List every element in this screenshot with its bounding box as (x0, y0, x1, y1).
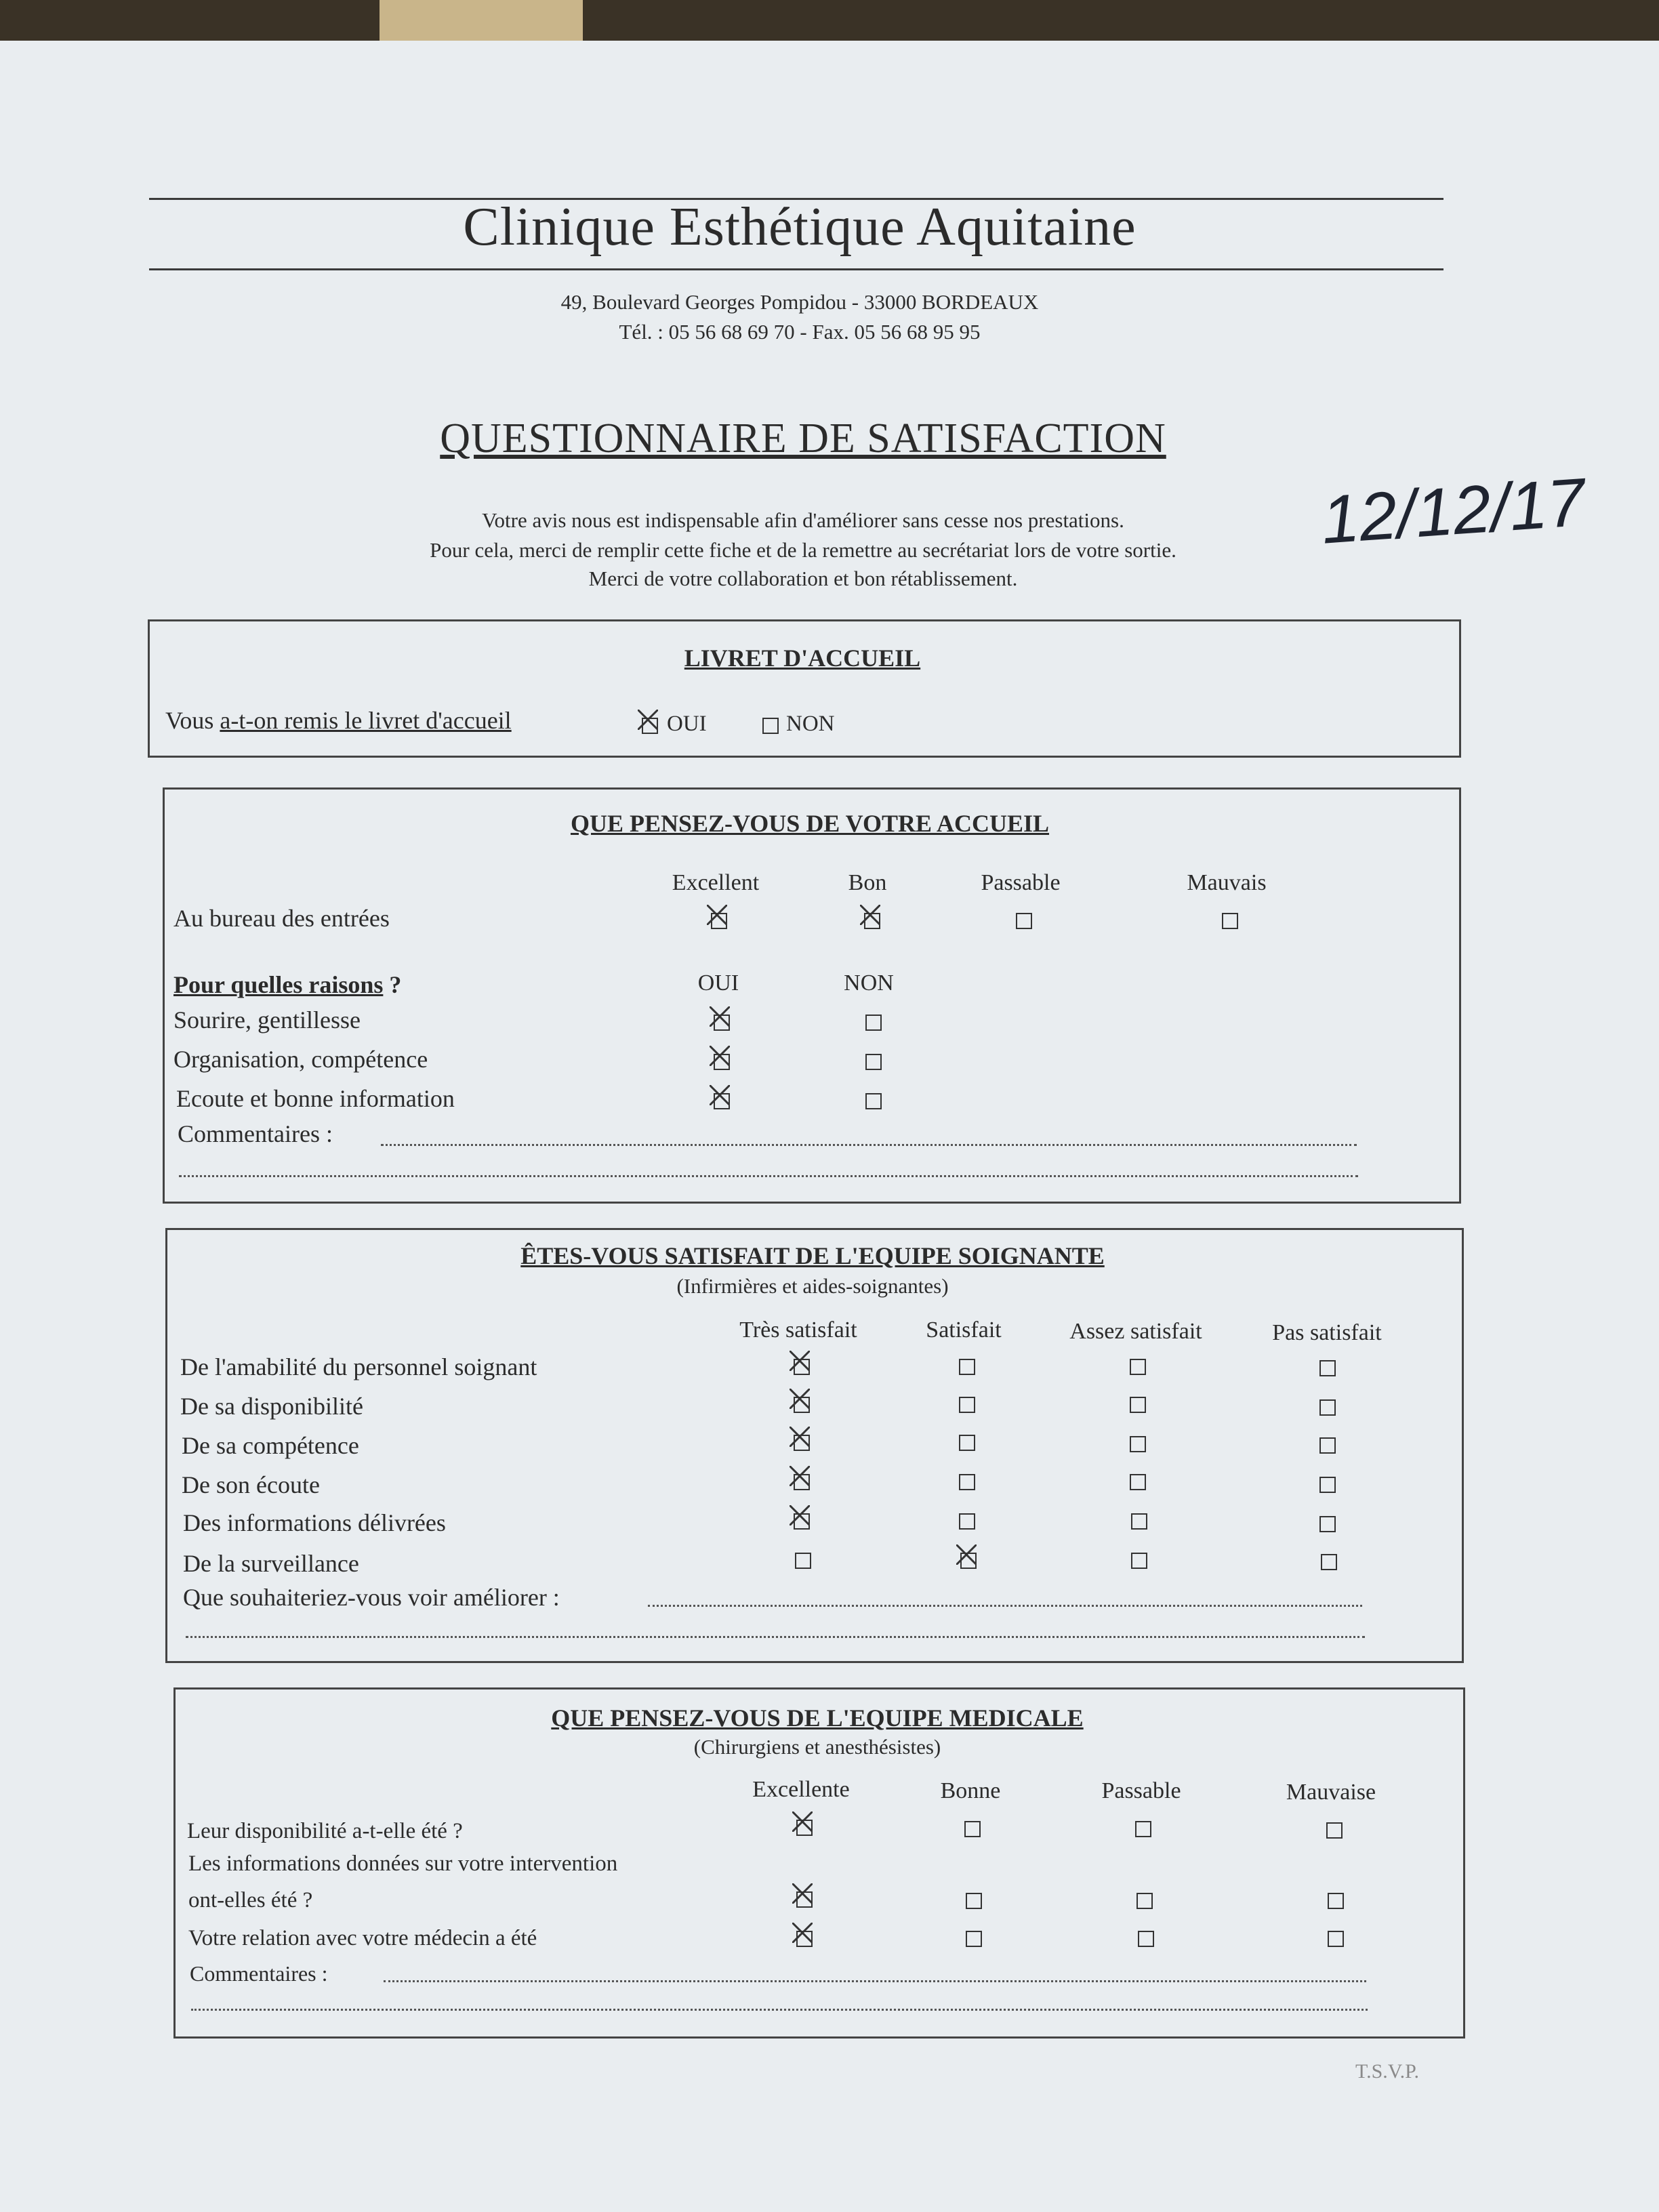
livret-non-checkbox[interactable] (762, 718, 779, 734)
livret-oui-label: OUI (667, 712, 707, 736)
soignante-row-informations: Des informations délivrées (183, 1509, 446, 1536)
soignante-improve-label: Que souhaiteriez-vous voir améliorer : (183, 1584, 560, 1611)
reason-ecoute-non-checkbox[interactable] (865, 1093, 882, 1109)
amabilite-tres-checkbox[interactable] (794, 1359, 810, 1375)
section-livret (148, 619, 1461, 758)
surveillance-pas-checkbox[interactable] (1321, 1554, 1337, 1570)
disponibilite-satisfait-checkbox[interactable] (959, 1397, 975, 1413)
medicale-row-disponibilite: Leur disponibilité a-t-elle été ? (187, 1819, 463, 1843)
header-bottom-rule (149, 268, 1443, 270)
surveillance-satisfait-checkbox[interactable] (960, 1553, 977, 1569)
medicale-col-bonne: Bonne (940, 1778, 1001, 1803)
intro-line-3: Merci de votre collaboration et bon rétablissement. (588, 567, 1018, 590)
accueil-comment-line-1[interactable] (381, 1144, 1357, 1146)
competence-satisfait-checkbox[interactable] (959, 1435, 975, 1451)
accueil-bureau-bon-checkbox[interactable] (864, 913, 880, 929)
section-medicale-title: QUE PENSEZ-VOUS DE L'EQUIPE MEDICALE (551, 1704, 1084, 1732)
accueil-reason-sourire: Sourire, gentillesse (173, 1006, 361, 1033)
accueil-col-passable: Passable (981, 870, 1061, 895)
section-livret-title: LIVRET D'ACCUEIL (684, 644, 921, 672)
med-informations-mauvaise-checkbox[interactable] (1328, 1893, 1344, 1909)
accueil-bureau-excellent-checkbox[interactable] (711, 913, 727, 929)
soignante-col-satisfait: Satisfait (926, 1317, 1002, 1343)
medicale-comment-line-2[interactable] (191, 2009, 1368, 2011)
disponibilite-assez-checkbox[interactable] (1130, 1397, 1146, 1413)
ecoute-assez-checkbox[interactable] (1130, 1474, 1146, 1490)
disponibilite-pas-checkbox[interactable] (1319, 1399, 1336, 1416)
intro-line-2: Pour cela, merci de remplir cette fiche et de la remettre au secrétariat lors de votre sortie. (430, 538, 1176, 562)
livret-question: Vous a-t-on remis le livret d'accueil (165, 707, 512, 734)
medicale-comment-label: Commentaires : (190, 1961, 328, 1986)
clinic-phone: Tél. : 05 56 68 69 70 - Fax. 05 56 68 95 95 (619, 320, 981, 344)
livret-oui-checkbox[interactable] (642, 718, 658, 734)
med-relation-bonne-checkbox[interactable] (966, 1931, 982, 1947)
ecoute-pas-checkbox[interactable] (1319, 1477, 1336, 1493)
informations-tres-checkbox[interactable] (794, 1513, 810, 1530)
svg-text:12/12/17: 12/12/17 (1319, 464, 1588, 558)
medicale-row-relation: Votre relation avec votre médecin a été (188, 1926, 537, 1950)
ecoute-tres-checkbox[interactable] (794, 1474, 810, 1490)
medicale-comment-line-1[interactable] (384, 1980, 1366, 1982)
competence-pas-checkbox[interactable] (1319, 1437, 1336, 1454)
accueil-col-oui: OUI (697, 970, 739, 996)
med-relation-passable-checkbox[interactable] (1138, 1931, 1154, 1947)
med-disponibilite-passable-checkbox[interactable] (1135, 1821, 1151, 1837)
soignante-col-tres: Très satisfait (739, 1317, 857, 1343)
handwritten-date (1319, 461, 1588, 569)
med-informations-passable-checkbox[interactable] (1136, 1893, 1153, 1909)
reason-ecoute-oui-checkbox[interactable] (714, 1093, 730, 1109)
soignante-col-assez: Assez satisfait (1069, 1319, 1202, 1344)
med-relation-excellente-checkbox[interactable] (796, 1931, 813, 1947)
surveillance-tres-checkbox[interactable] (795, 1553, 811, 1569)
medicale-col-passable: Passable (1101, 1778, 1181, 1803)
accueil-col-bon: Bon (848, 870, 887, 895)
soignante-improve-line-2[interactable] (186, 1636, 1365, 1638)
informations-assez-checkbox[interactable] (1131, 1513, 1147, 1530)
accueil-reasons-label: Pour quelles raisons ? (173, 971, 402, 998)
reason-sourire-non-checkbox[interactable] (865, 1015, 882, 1031)
footer-tsvp: T.S.V.P. (1355, 2060, 1419, 2083)
section-accueil-title: QUE PENSEZ-VOUS DE VOTRE ACCUEIL (570, 810, 1050, 837)
livret-non-label: NON (786, 712, 835, 736)
med-relation-mauvaise-checkbox[interactable] (1328, 1931, 1344, 1947)
med-disponibilite-bonne-checkbox[interactable] (964, 1821, 981, 1837)
section-soignante-title: ÊTES-VOUS SATISFAIT DE L'EQUIPE SOIGNANTE (520, 1242, 1105, 1269)
soignante-row-disponibilite: De sa disponibilité (180, 1393, 363, 1420)
reason-organisation-non-checkbox[interactable] (865, 1054, 882, 1070)
accueil-row-bureau: Au bureau des entrées (173, 905, 390, 932)
accueil-col-mauvais: Mauvais (1187, 870, 1267, 895)
med-informations-excellente-checkbox[interactable] (796, 1891, 813, 1908)
clinic-name: Clinique Esthétique Aquitaine (463, 197, 1136, 257)
reason-organisation-oui-checkbox[interactable] (714, 1054, 730, 1070)
accueil-reason-organisation: Organisation, compétence (173, 1046, 428, 1073)
accueil-bureau-mauvais-checkbox[interactable] (1222, 913, 1238, 929)
competence-tres-checkbox[interactable] (794, 1435, 810, 1451)
med-disponibilite-mauvaise-checkbox[interactable] (1326, 1822, 1343, 1839)
soignante-row-surveillance: De la surveillance (183, 1550, 359, 1577)
competence-assez-checkbox[interactable] (1130, 1436, 1146, 1452)
soignante-improve-line-1[interactable] (648, 1605, 1362, 1607)
reason-sourire-oui-checkbox[interactable] (714, 1015, 730, 1031)
informations-satisfait-checkbox[interactable] (959, 1513, 975, 1530)
surveillance-assez-checkbox[interactable] (1131, 1553, 1147, 1569)
accueil-reason-ecoute: Ecoute et bonne information (176, 1085, 455, 1112)
table-edge (380, 0, 583, 41)
page-title: QUESTIONNAIRE DE SATISFACTION (440, 415, 1166, 462)
medicale-col-excellente: Excellente (752, 1777, 850, 1802)
amabilite-assez-checkbox[interactable] (1130, 1359, 1146, 1375)
soignante-row-competence: De sa compétence (182, 1432, 359, 1459)
accueil-bureau-passable-checkbox[interactable] (1016, 913, 1032, 929)
medicale-col-mauvaise: Mauvaise (1286, 1780, 1376, 1805)
accueil-col-non: NON (844, 970, 894, 996)
amabilite-satisfait-checkbox[interactable] (959, 1359, 975, 1375)
section-medicale-subtitle: (Chirurgiens et anesthésistes) (693, 1735, 941, 1759)
medicale-row-informations-b: ont-elles été ? (188, 1888, 313, 1912)
accueil-comment-label: Commentaires : (178, 1120, 333, 1147)
med-disponibilite-excellente-checkbox[interactable] (796, 1820, 813, 1836)
med-informations-bonne-checkbox[interactable] (966, 1893, 982, 1909)
clinic-address: 49, Boulevard Georges Pompidou - 33000 BORDEAUX (560, 290, 1039, 314)
medicale-row-informations-a: Les informations données sur votre intervention (188, 1851, 618, 1876)
intro-line-1: Votre avis nous est indispensable afin d'améliorer sans cesse nos prestations. (482, 508, 1124, 532)
ecoute-satisfait-checkbox[interactable] (959, 1474, 975, 1490)
accueil-comment-line-2[interactable] (179, 1175, 1358, 1177)
disponibilite-tres-checkbox[interactable] (794, 1397, 810, 1413)
informations-pas-checkbox[interactable] (1319, 1516, 1336, 1532)
accueil-col-excellent: Excellent (672, 870, 760, 895)
section-soignante-subtitle: (Infirmières et aides-soignantes) (676, 1274, 949, 1298)
soignante-row-ecoute: De son écoute (182, 1471, 320, 1498)
soignante-row-amabilite: De l'amabilité du personnel soignant (180, 1353, 537, 1380)
soignante-col-pas: Pas satisfait (1272, 1320, 1382, 1345)
amabilite-pas-checkbox[interactable] (1319, 1360, 1336, 1376)
